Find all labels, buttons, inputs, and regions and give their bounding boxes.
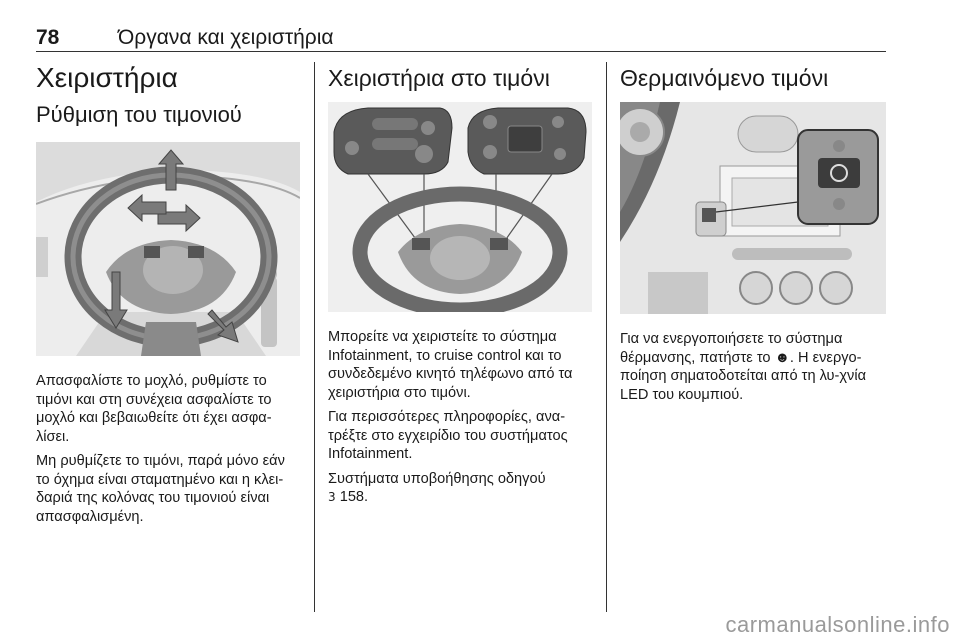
running-title: Όργανα και χειριστήρια	[118, 26, 334, 49]
subsection-title-steering-adjust: Ρύθμιση του τιμονιού	[36, 102, 242, 127]
header-rule	[36, 51, 886, 52]
page-number: 78	[36, 26, 60, 49]
column-divider-2	[606, 62, 607, 612]
paragraph-steering-controls-intro: Μπορείτε να χειριστείτε το σύστημα Infotainment, το cruise control και το συνδεδεμένο κινητό τηλέφωνο από τα χειριστήρια στο τιμόνι.	[328, 329, 573, 401]
column-steering-controls	[328, 62, 592, 513]
heated-steering-illustration	[620, 102, 886, 314]
paragraph-reference	[328, 470, 592, 507]
paragraph-adjust-warning: Μη ρυθμίζετε το τιμόνι, παρά μόνο εάν το όχημα είναι σταματημένο και η κλει-δαριά της κολόνας του τιμονιού είναι απασφαλισμένη.	[36, 453, 285, 525]
column-heated-steering	[620, 62, 886, 410]
paragraph-adjust-instructions: Απασφαλίστε το μοχλό, ρυθμίστε το τιμόνι και στη συνέχεια ασφαλίστε το μοχλό και βεβαιωθείτε ότι έχει ασφα-λίσει.	[36, 373, 272, 445]
paragraph-heated-steering: Για να ενεργοποιήσετε το σύστημα θέρμανσης, πατήστε το ☻. Η ενεργο-ποίηση σηματοδοτείται από τη λυ-χνία LED του κουμπιού.	[620, 331, 867, 403]
section-title: Χειριστήρια	[36, 62, 178, 93]
reference-arrow-icon: 3	[328, 490, 336, 504]
column-divider-1	[314, 62, 315, 612]
steering-controls-illustration	[328, 102, 592, 312]
reference-text: Συστήματα υποβοήθησης οδηγού	[328, 470, 546, 487]
steering-adjust-illustration	[36, 142, 300, 356]
watermark: carmanualsonline.info	[725, 612, 950, 637]
subsection-title-steering-controls: Χειριστήρια στο τιμόνι	[328, 65, 550, 91]
paragraph-steering-controls-more: Για περισσότερες πληροφορίες, ανα-τρέξτε στο εγχειρίδιο του συστήματος Infotainment.	[328, 409, 568, 462]
subsection-title-heated-steering: Θερμαινόμενο τιμόνι	[620, 65, 829, 91]
page-header	[36, 26, 886, 52]
column-steering-adjustment	[36, 62, 300, 532]
reference-page[interactable]: 158.	[339, 489, 369, 505]
